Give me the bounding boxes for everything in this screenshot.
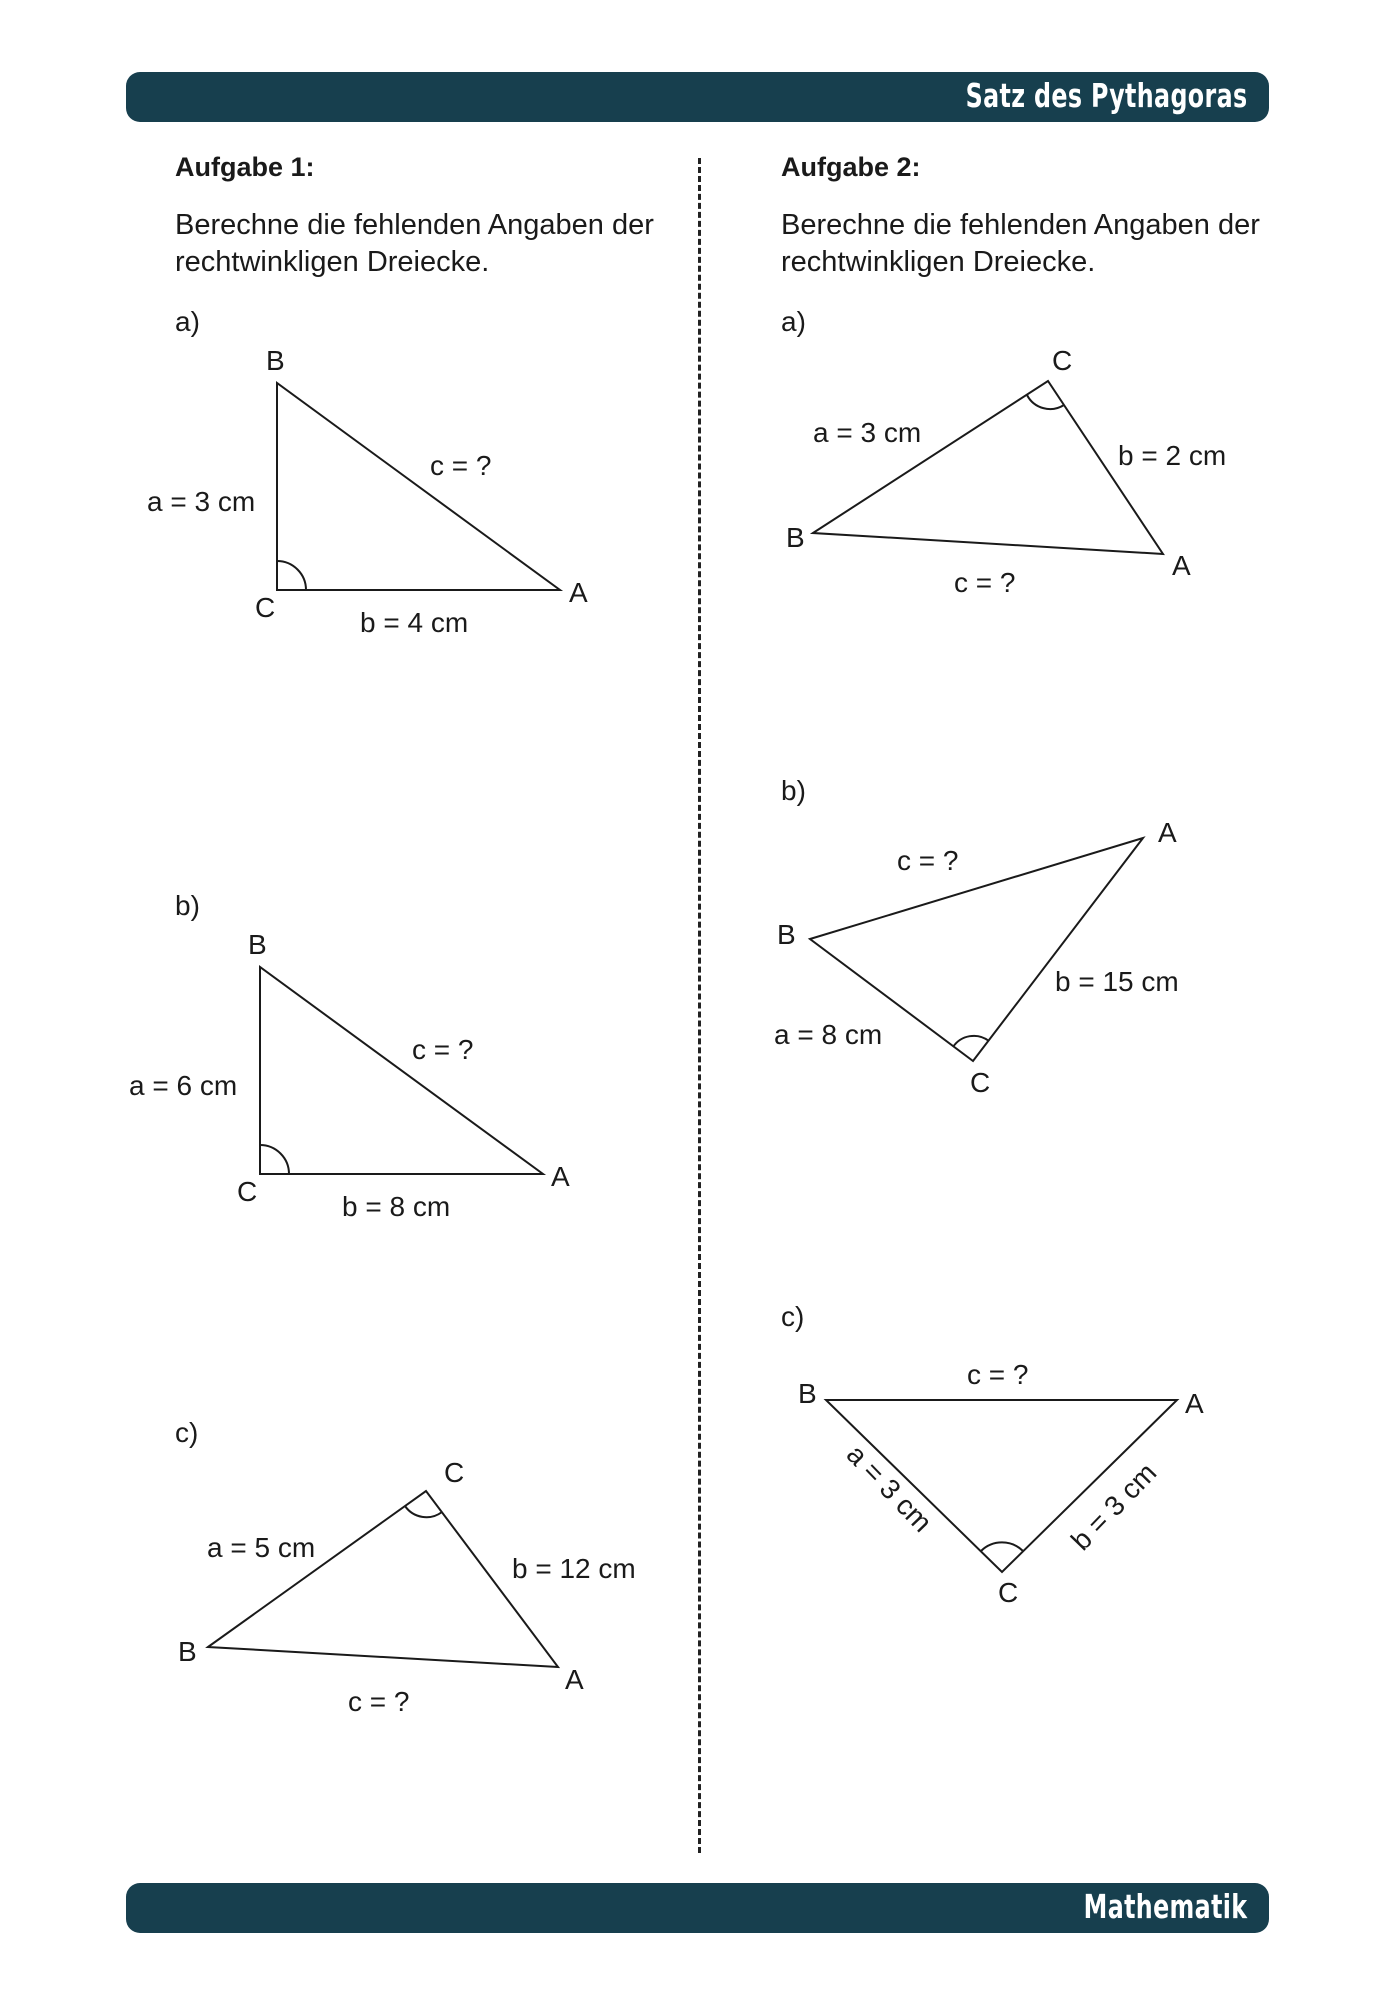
side-c-2c: c = ? — [967, 1359, 1029, 1390]
part-label-1a: a) — [175, 306, 200, 337]
vertex-b-2c: B — [798, 1378, 817, 1409]
vertex-c-1b: C — [237, 1176, 258, 1207]
side-a-2a: a = 3 cm — [813, 417, 922, 448]
vertex-a-2a: A — [1172, 550, 1191, 581]
part-label-2a: a) — [781, 306, 806, 337]
vertex-b-1c: B — [178, 1636, 197, 1667]
vertex-a-1b: A — [551, 1161, 570, 1192]
side-a-1a: a = 3 cm — [147, 486, 256, 517]
vertex-c-2a: C — [1052, 345, 1073, 376]
side-c-2b: c = ? — [897, 845, 959, 876]
vertex-c-1a: C — [255, 592, 276, 623]
vertex-a-2b: A — [1158, 817, 1177, 848]
vertex-b-1a: B — [266, 345, 285, 376]
vertex-a-1c: A — [565, 1664, 584, 1695]
side-c-1c: c = ? — [348, 1686, 410, 1717]
task2-heading: Aufgabe 2: — [781, 152, 921, 182]
triangle-1c — [208, 1491, 558, 1667]
side-c-1b: c = ? — [412, 1034, 474, 1065]
side-b-1c: b = 12 cm — [512, 1553, 636, 1584]
side-c-2a: c = ? — [954, 567, 1016, 598]
task2-instruction: Berechne die fehlenden Angaben der rechtwinkligen Dreiecke. — [781, 209, 1260, 278]
footer-bar — [126, 1883, 1269, 1933]
vertex-a-1a: A — [569, 577, 588, 608]
triangle-1a — [277, 383, 560, 590]
side-b-1b: b = 8 cm — [342, 1191, 451, 1222]
task1-heading: Aufgabe 1: — [175, 152, 315, 182]
vertex-b-2b: B — [777, 919, 796, 950]
vertex-c-1c: C — [444, 1457, 465, 1488]
subject-label: Mathematik — [1083, 1887, 1247, 1926]
side-b-2c: b = 3 cm — [1065, 1456, 1163, 1557]
side-c-1a: c = ? — [430, 450, 492, 481]
side-a-1c: a = 5 cm — [207, 1532, 316, 1563]
vertex-a-2c: A — [1185, 1388, 1204, 1419]
side-a-2c: a = 3 cm — [840, 1438, 939, 1538]
side-a-1b: a = 6 cm — [129, 1070, 238, 1101]
part-label-2b: b) — [781, 775, 806, 806]
task1-instruction: Berechne die fehlenden Angaben der rechtwinkligen Dreiecke. — [175, 209, 654, 278]
side-b-1a: b = 4 cm — [360, 607, 469, 638]
vertex-b-2a: B — [786, 522, 805, 553]
worksheet-title: Satz des Pythagoras — [965, 76, 1247, 115]
side-b-2b: b = 15 cm — [1055, 966, 1179, 997]
part-label-1b: b) — [175, 890, 200, 921]
vertex-c-2c: C — [998, 1577, 1019, 1608]
triangle-1b — [260, 967, 543, 1174]
part-label-1c: c) — [175, 1417, 199, 1448]
side-a-2b: a = 8 cm — [774, 1019, 883, 1050]
side-b-2a: b = 2 cm — [1118, 440, 1227, 471]
vertex-c-2b: C — [970, 1067, 991, 1098]
triangle-2a — [813, 381, 1163, 554]
part-label-2c: c) — [781, 1301, 805, 1332]
vertex-b-1b: B — [248, 929, 267, 960]
